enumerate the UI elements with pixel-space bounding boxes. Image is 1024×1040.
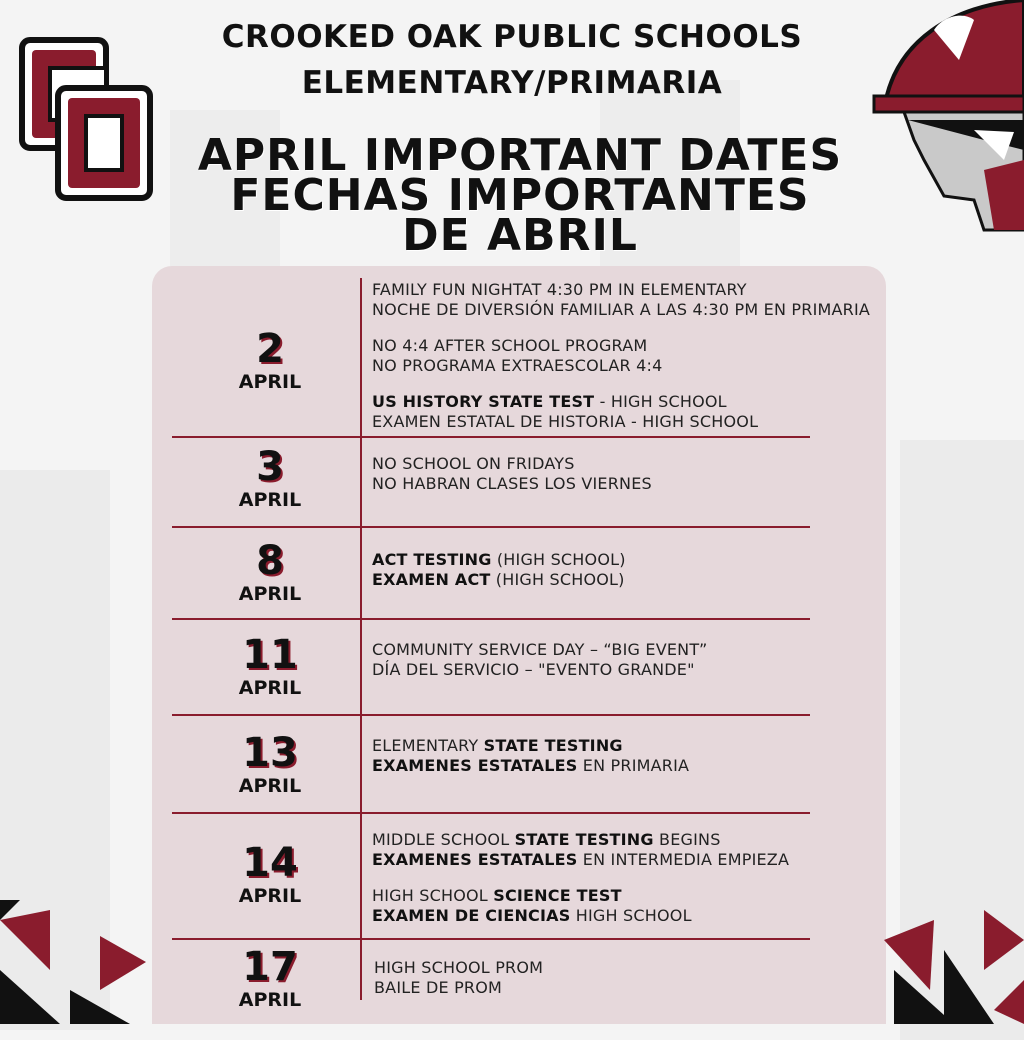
event-list [372,280,892,448]
event-line-es: NOCHE DE DIVERSIÓN FAMILIAR A LAS 4:30 PM EN PRIMARIA [372,300,871,319]
school-name: CROOKED OAK PUBLIC SCHOOLS [221,19,803,55]
event-line-es: BAILE DE PROM [374,978,503,997]
title-line-2: FECHAS IMPORTANTES [230,170,810,221]
event-line-en: ELEMENTARY STATE TESTING [372,736,623,755]
date-row [172,278,871,438]
date-row [172,528,810,620]
decorative-triangles-left [0,900,150,1024]
month-label: APRIL [238,583,302,605]
date-row [172,940,810,1024]
event-item [372,736,892,776]
event-line-es: EXAMEN ESTATAL DE HISTORIA - HIGH SCHOOL [372,412,759,431]
event-item [372,392,892,432]
event-item [372,454,892,494]
date-cell [172,732,368,798]
date-row [172,620,810,716]
date-row [172,716,810,814]
month-label: APRIL [238,677,302,699]
event-line-en: HIGH SCHOOL PROM [374,958,544,977]
title-line-1: APRIL IMPORTANT DATES [197,130,843,181]
date-cell [172,540,368,606]
event-list [372,550,892,606]
school-level: ELEMENTARY/PRIMARIA [301,65,723,101]
event-item [372,830,892,870]
month-label: APRIL [238,371,302,393]
event-line-es: EXAMENES ESTATALES EN PRIMARIA [372,756,690,775]
event-line-en: NO 4:4 AFTER SCHOOL PROGRAM [372,336,648,355]
month-label: APRIL [238,989,302,1011]
event-line-en: MIDDLE SCHOOL STATE TESTING BEGINS [372,830,721,849]
date-cell [172,328,368,394]
event-line-en: NO SCHOOL ON FRIDAYS [372,454,575,473]
date-row [172,438,810,528]
school-header [0,14,1024,106]
date-cell [172,842,368,908]
event-list [372,736,892,792]
event-line-en: US HISTORY STATE TEST - HIGH SCHOOL [372,392,727,411]
event-list [372,830,892,942]
decorative-triangles-right [884,900,1024,1024]
event-item [372,336,892,376]
day-number: 11 [242,632,298,678]
event-line-es: EXAMENES ESTATALES EN INTERMEDIA EMPIEZA [372,850,790,869]
event-line-es: EXAMEN ACT (HIGH SCHOOL) [372,570,625,589]
date-cell [172,946,368,1012]
date-cell [172,446,368,512]
event-item [372,550,892,590]
event-line-es: NO PROGRAMA EXTRAESCOLAR 4:4 [372,356,663,375]
month-label: APRIL [238,489,302,511]
event-list [372,454,892,510]
event-line-en: HIGH SCHOOL SCIENCE TEST [372,886,622,905]
event-line-es: DÍA DEL SERVICIO – "EVENTO GRANDE" [372,660,695,679]
event-line-en: COMMUNITY SERVICE DAY – “BIG EVENT” [372,640,708,659]
event-item [372,886,892,926]
month-label: APRIL [238,885,302,907]
day-number: 13 [242,730,298,776]
event-line-es: EXAMEN DE CIENCIAS HIGH SCHOOL [372,906,692,925]
event-line-es: NO HABRAN CLASES LOS VIERNES [372,474,652,493]
event-item [374,958,894,998]
day-number: 8 [256,538,284,584]
event-item [372,640,892,680]
month-label: APRIL [238,775,302,797]
event-line-en: ACT TESTING (HIGH SCHOOL) [372,550,626,569]
date-cell [172,634,368,700]
event-list [372,640,892,696]
event-item [372,280,892,320]
day-number: 17 [242,944,298,990]
day-number: 3 [256,444,284,490]
event-list [374,958,894,1014]
date-row [172,814,810,940]
day-number: 14 [242,840,298,886]
event-line-en: FAMILY FUN NIGHTAT 4:30 PM IN ELEMENTARY [372,280,747,299]
page-title [150,130,890,261]
day-number: 2 [256,326,284,372]
title-line-3: DE ABRIL [402,210,638,261]
